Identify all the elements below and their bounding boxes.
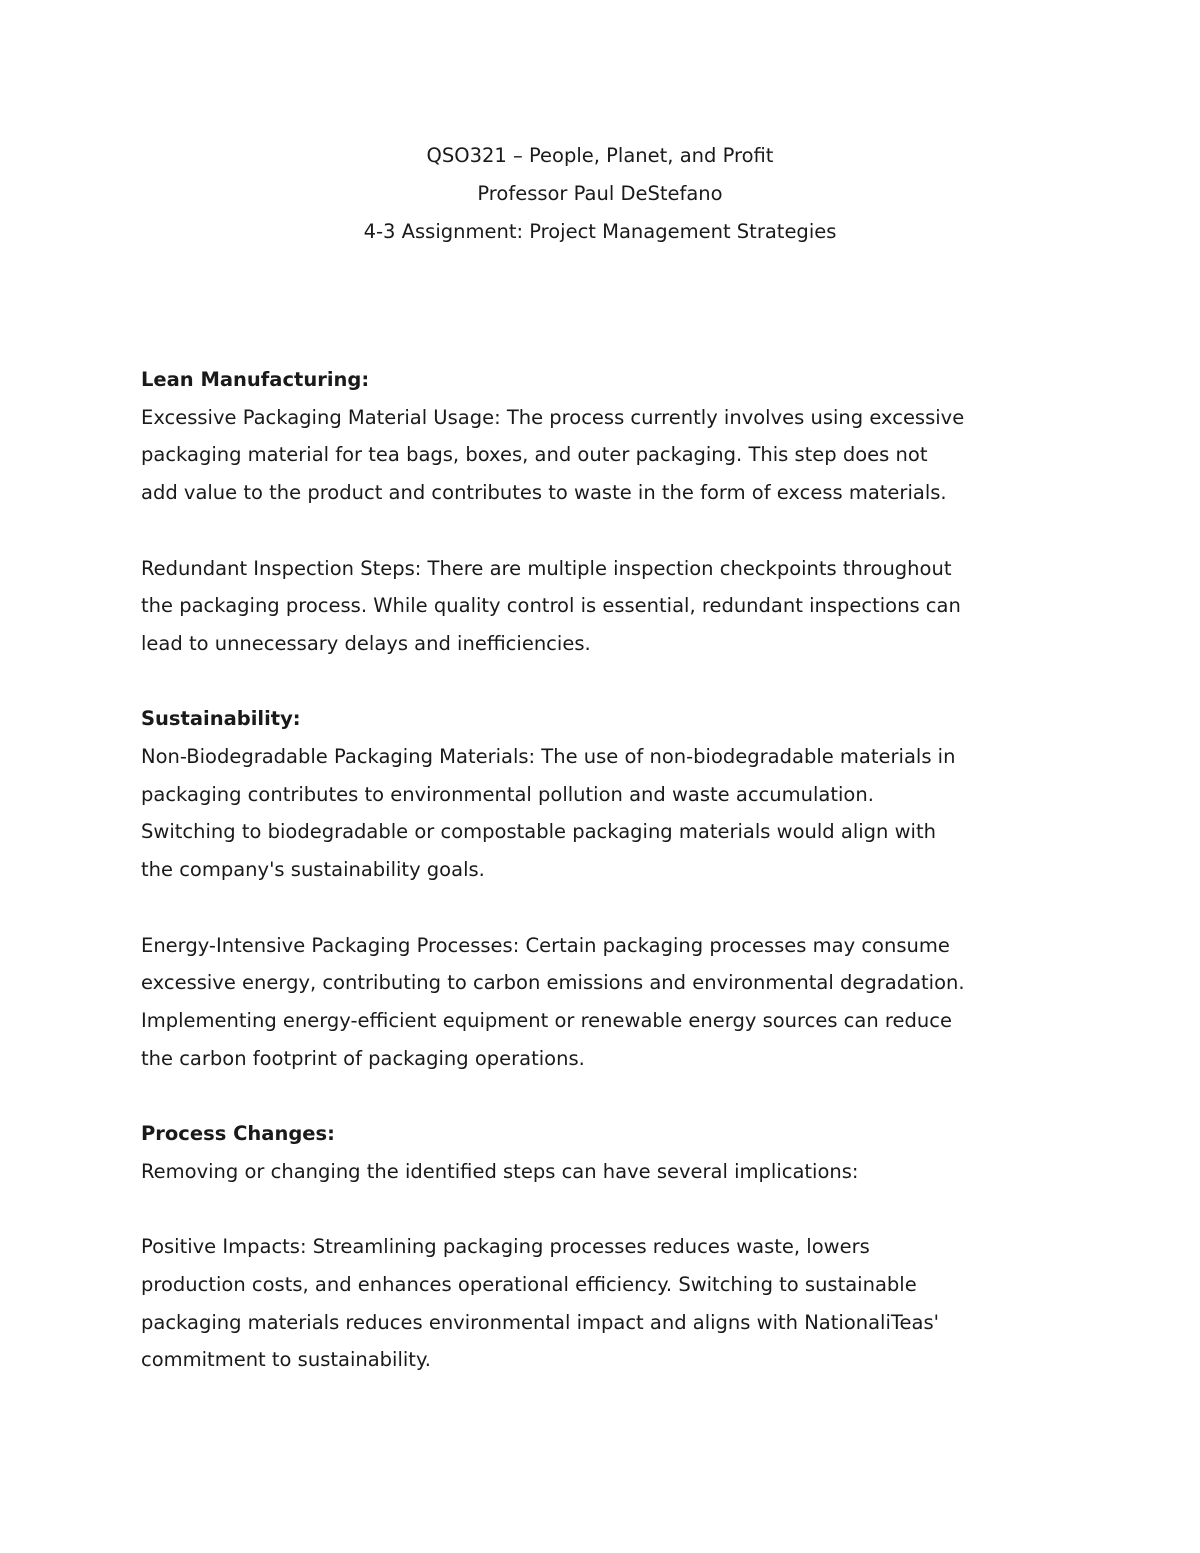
lean-manufacturing-heading: Lean Manufacturing: <box>141 368 370 391</box>
document-body <box>141 361 1071 1379</box>
paragraph-line: the carbon footprint of packaging operations. <box>141 1046 585 1070</box>
paragraph-line: add value to the product and contributes to waste in the form of excess materials. <box>141 481 947 505</box>
paragraph-spacer <box>141 1077 1071 1115</box>
paragraph-line: the company's sustainability goals. <box>141 858 485 882</box>
paragraph-line: production costs, and enhances operational efficiency. Switching to sustainable <box>141 1272 917 1296</box>
paragraph-line: Removing or changing the identified steps can have several implications: <box>141 1159 859 1183</box>
process-changes-heading: Process Changes: <box>141 1122 335 1145</box>
sustainability-heading: Sustainability: <box>141 707 301 731</box>
paragraph-line: Excessive Packaging Material Usage: The process currently involves using excessive <box>141 405 965 429</box>
paragraph-spacer <box>141 512 1071 550</box>
course-title: QSO321 – People, Planet, and Profit <box>426 144 774 167</box>
assignment-title: 4-3 Assignment: Project Management Strategies <box>363 220 837 243</box>
paragraph-spacer <box>141 1190 1071 1228</box>
paragraph-line: excessive energy, contributing to carbon emissions and environmental degradation. <box>141 971 965 995</box>
document-header <box>0 137 1200 251</box>
paragraph-line: lead to unnecessary delays and inefficiencies. <box>141 631 591 655</box>
paragraph-line: packaging materials reduces environmental impact and aligns with NationaliTeas' <box>141 1310 939 1334</box>
paragraph-line: packaging contributes to environmental pollution and waste accumulation. <box>141 782 874 806</box>
paragraph-line: commitment to sustainability. <box>141 1348 431 1372</box>
paragraph-spacer <box>141 663 1071 701</box>
paragraph-line: Non-Biodegradable Packaging Materials: The use of non-biodegradable materials in <box>141 745 956 768</box>
paragraph-line: Energy-Intensive Packaging Processes: Certain packaging processes may consume <box>141 933 950 957</box>
professor-name: Professor Paul DeStefano <box>477 182 723 205</box>
paragraph-line: Positive Impacts: Streamlining packaging processes reduces waste, lowers <box>141 1235 870 1259</box>
paragraph-line: Redundant Inspection Steps: There are multiple inspection checkpoints throughout <box>141 556 952 580</box>
paragraph-line: packaging material for tea bags, boxes, and outer packaging. This step does not <box>141 443 928 467</box>
paragraph-line: Implementing energy-efficient equipment or renewable energy sources can reduce <box>141 1008 952 1032</box>
paragraph-line: the packaging process. While quality control is essential, redundant inspections can <box>141 594 961 618</box>
paragraph-spacer <box>141 889 1071 927</box>
paragraph-line: Switching to biodegradable or compostable packaging materials would align with <box>141 820 936 844</box>
